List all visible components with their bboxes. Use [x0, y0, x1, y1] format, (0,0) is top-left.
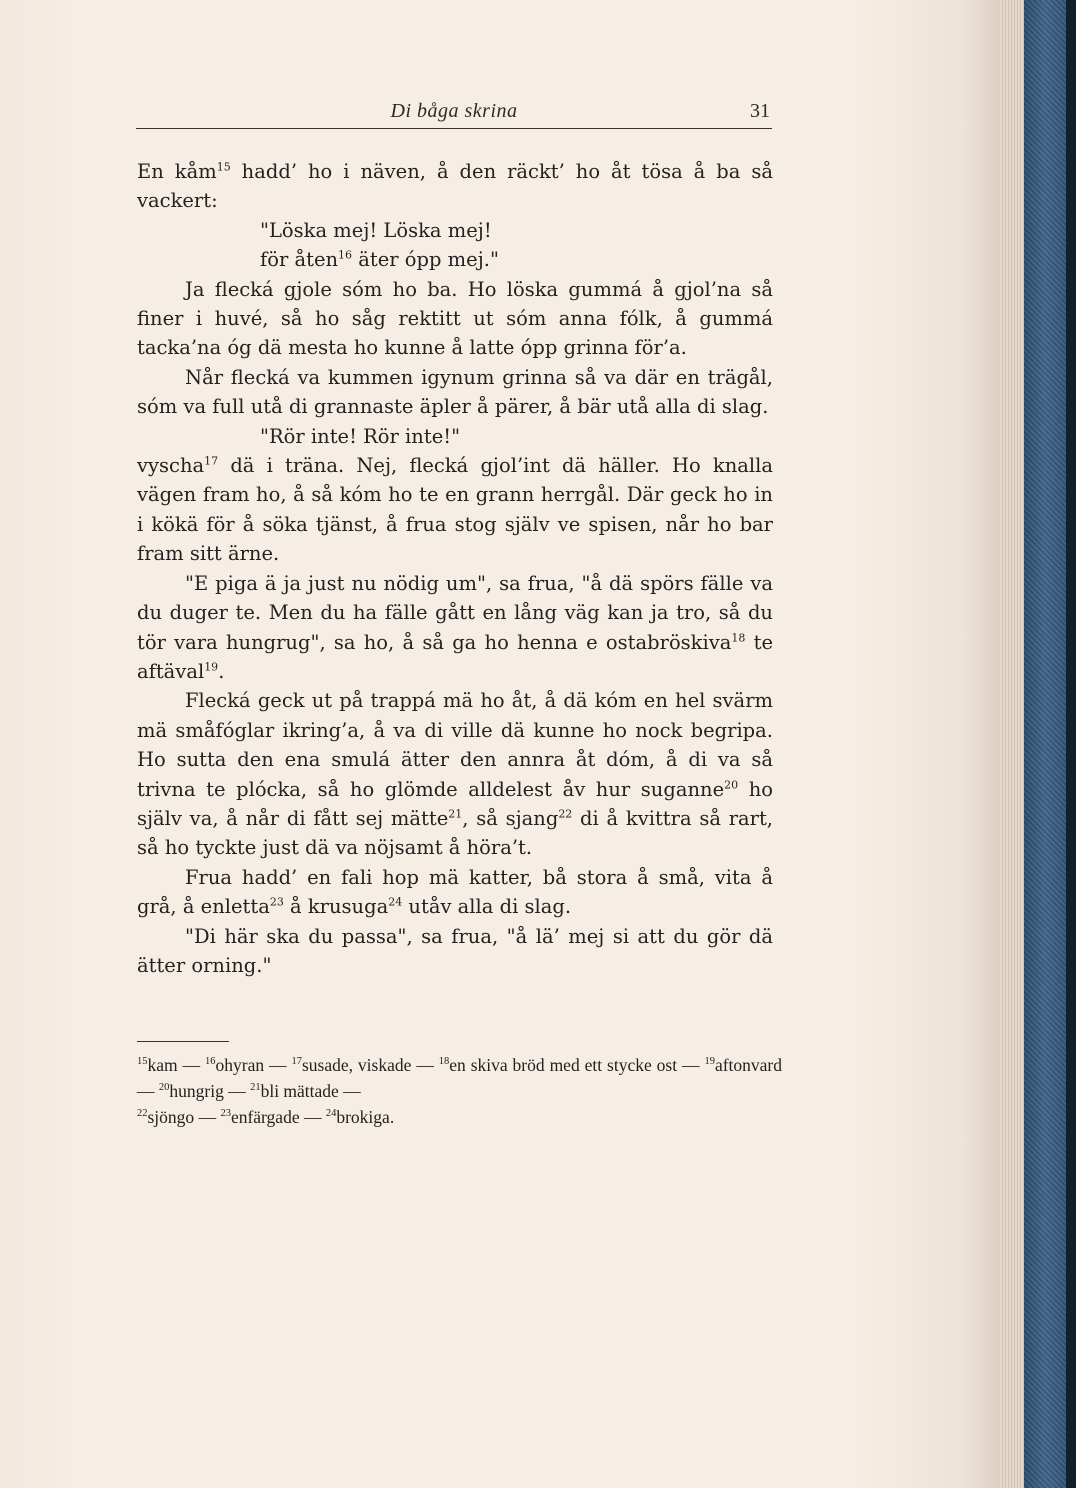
- paragraph: Flecká geck ut på trappá mä ho åt, å dä kóm en hel svärm mä småfóglar ikring’a, å va di ville dä kunne ho nock begripa. Ho sutta den ena smulá ätter den annra åt dóm, å di va så trivna te plócka, så ho glömde alldelest åv hur suganne$^{20}$ ho själv va, å når di fått sej mätte$^{21}$, så sjang$^{22}$ di å kvittra så rart, så ho tyckte just dä va nöjsamt å höra’t.: [137, 689, 774, 860]
- paragraph: vyscha$^{17}$ dä i träna. Nej, flecká gjol’int dä häller. Ho knalla vägen fram ho, å så kóm ho te en grann herrgål. Där geck ho in i kökä för å söka tjänst, å frua stog själv ve spisen, når ho bar fram sitt ärne.: [137, 454, 773, 566]
- paragraph: "E piga ä ja just nu nödig um", sa frua, "å dä spörs fälle va du duger te. Men du ha fälle gått en lång väg kan ja tro, så du tör vara hungrug", sa ho, å så ga ho henna e ostabröskiva$^{18}$ te aftäval$^{19}$.: [137, 571, 774, 683]
- footnote-ref: 19: [204, 660, 219, 674]
- footnote-ref: 22: [558, 807, 573, 821]
- paragraph: Frua hadd’ en fali hop mä katter, bå stora å små, vita å grå, å enletta$^{23}$ å krusuga$^{24}$ utåv alla di slag.: [137, 865, 773, 919]
- paragraph: Ja flecká gjole sóm ho ba. Ho löska gummá å gjol’na så finer i huvé, så ho såg rektitt ut sóm anna fólk, å gummá tacka’na óg dä mesta ho kunne å latte ópp grinna för’a.: [137, 277, 773, 360]
- page-number: 31: [750, 100, 770, 122]
- verse-line: "Löska mej! Löska mej!: [260, 218, 492, 242]
- footnote-rule: [137, 1041, 229, 1042]
- running-header: [136, 100, 772, 129]
- verse-line: för åten$^{16}$ äter ópp mej.": [260, 248, 499, 272]
- footnote-ref: 18: [731, 631, 746, 644]
- footnote-ref: 16: [338, 248, 353, 262]
- footnote-ref: 15: [216, 160, 231, 174]
- footnote-ref: 21: [448, 807, 463, 821]
- paragraph: Når flecká va kummen igynum grinna så va där en trägål, sóm va full utå di grannaste äpler å pärer, å bär utå alla di slag.: [137, 365, 773, 419]
- paragraph: En kåm$^{15}$ hadd’ ho i näven, å den räckt’ ho åt tösa å ba så vackert:: [137, 160, 773, 213]
- body-text: [137, 157, 773, 980]
- verse-line: "Rör inte! Rör inte!": [260, 424, 461, 448]
- footnote-ref: 24: [388, 895, 403, 909]
- running-title: Di båga skrina: [390, 100, 518, 122]
- footnote-ref: 23: [269, 895, 284, 909]
- footnotes: $^{15}$kam — $^{16}$ohyran — $^{17}$susade, viskade — $^{18}$en skiva bröd med ett stycke ost — $^{19}$aftonvard — $^{20}$hungrig — $^{21}$bli mättade — $^{22}$sjöngo — $^{23}$enfärgade — $^{24}$brokiga.: [137, 1055, 783, 1127]
- footnote-ref: 17: [204, 454, 219, 468]
- footnote-ref: 20: [724, 778, 739, 792]
- cover-edge: [1066, 0, 1076, 1488]
- paragraph: "Di här ska du passa", sa frua, "å lä’ mej si att du gör dä ätter orning.": [137, 924, 773, 977]
